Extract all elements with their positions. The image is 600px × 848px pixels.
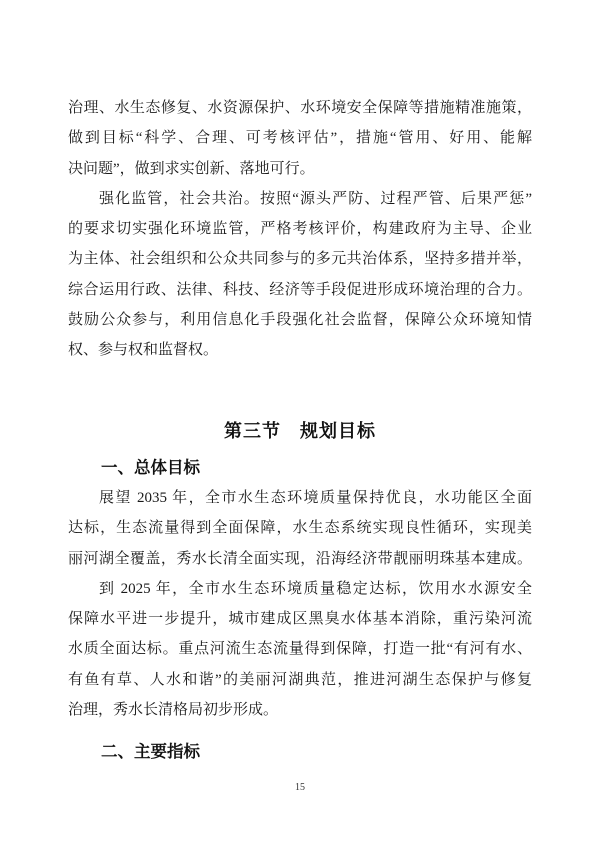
text-line: 丽河湖全覆盖，秀水长清全面实现，沿海经济带靓丽明珠基本建成。 <box>68 550 532 567</box>
text-line: 展望 2035 年，全市水生态环境质量保持优良，水功能区全面 <box>99 489 532 506</box>
paragraph-1 <box>68 93 532 184</box>
text-line: 保障水平进一步提升，城市建成区黑臭水体基本消除，重污染河流 <box>68 611 532 628</box>
text-line: 权、参与权和监督权。 <box>68 342 219 359</box>
text-line: 治理，秀水长清格局初步形成。 <box>68 702 279 719</box>
subheading-main-indicators: 二、主要指标 <box>101 743 200 762</box>
text-line: 达标，生态流量得到全面保障，水生态系统实现良性循环，实现美 <box>68 520 532 537</box>
text-line: 有鱼有草、人水和谐”的美丽河湖典范，推进河湖生态保护与修复 <box>68 671 532 688</box>
subheading-overall-goals: 一、总体目标 <box>101 458 200 477</box>
text-line: 决问题”，做到求实创新、落地可行。 <box>68 160 315 177</box>
paragraph-2 <box>68 184 532 366</box>
text-line: 水质全面达标。重点河流生态流量得到保障，打造一批“有河有水、 <box>68 641 532 658</box>
section-heading: 第三节 规划目标 <box>224 420 376 441</box>
body-text <box>68 93 532 768</box>
text-line: 鼓励公众参与，利用信息化手段强化社会监督，保障公众环境知情 <box>68 312 532 329</box>
paragraph-4 <box>68 574 532 725</box>
text-line: 综合运用行政、法律、科技、经济等手段促进形成环境治理的合力。 <box>68 281 532 298</box>
text-line: 到 2025 年，全市水生态环境质量稳定达标，饮用水水源安全 <box>99 580 532 597</box>
page-number: 15 <box>295 782 305 793</box>
text-line: 强化监管，社会共治。按照“源头严防、过程严管、后果严惩” <box>99 190 532 207</box>
text-line: 做到目标“科学、合理、可考核评估”，措施“管用、好用、能解 <box>68 130 532 147</box>
text-line: 治理、水生态修复、水资源保护、水环境安全保障等措施精准施策， <box>68 100 532 116</box>
text-line: 为主体、社会组织和公众共同参与的多元共治体系，坚持多措并举， <box>68 251 532 268</box>
paragraph-3 <box>68 483 532 574</box>
text-line: 的要求切实强化环境监管，严格考核评价，构建政府为主导、企业 <box>68 221 532 238</box>
